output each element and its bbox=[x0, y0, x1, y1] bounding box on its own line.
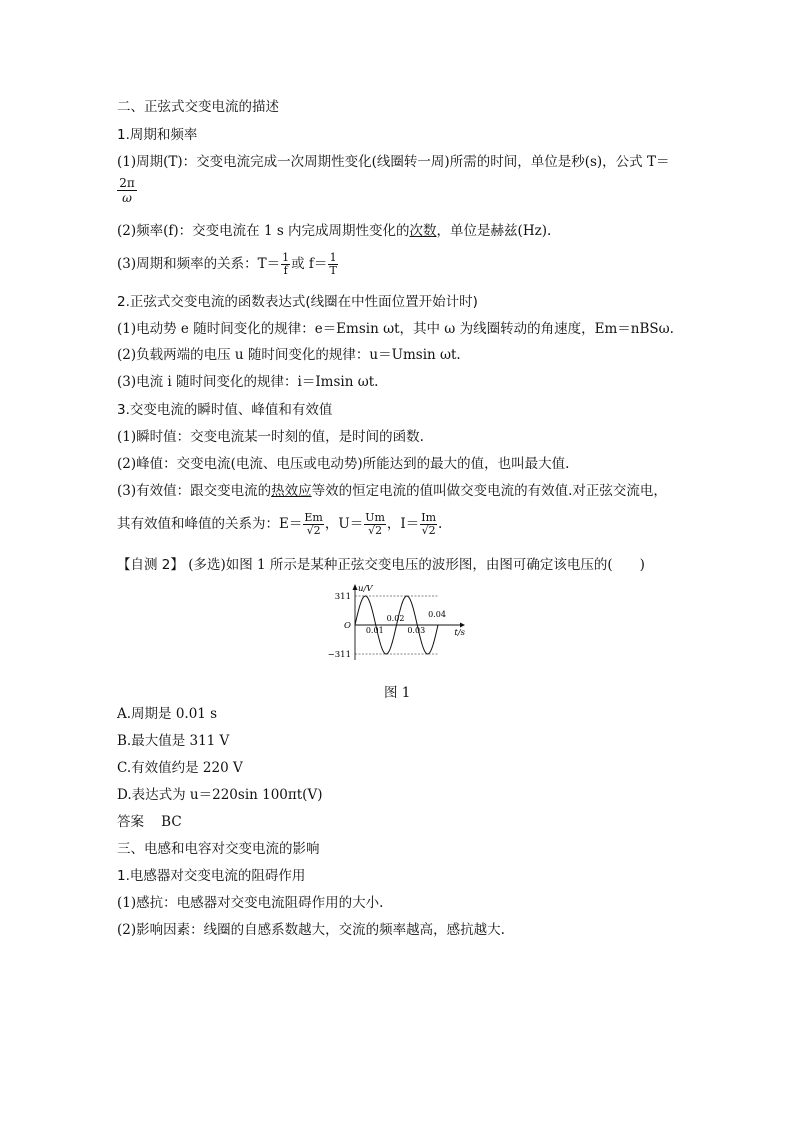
period-formula bbox=[117, 176, 137, 205]
figure-caption: 图 1 bbox=[384, 685, 411, 701]
text-span: ，单位是赫兹(Hz). bbox=[436, 223, 552, 239]
text-span: 或 f＝ bbox=[291, 256, 328, 272]
frac-num: Im bbox=[421, 511, 437, 524]
text-span: 其有效值和峰值的关系为：E＝ bbox=[117, 516, 303, 532]
fraction bbox=[420, 512, 437, 537]
paragraph-current: (3)电流 i 随时间变化的规律：i＝Imsin ωt. bbox=[117, 374, 379, 390]
quiz-stem-text: (多选)如图 1 所示是某种正弦交变电压的波形图，由图可确定该电压的( ) bbox=[188, 557, 645, 573]
answer-label: 答案 bbox=[117, 814, 144, 830]
paragraph-peak: (2)峰值：交变电流(电流、电压或电动势)所能达到的最大的值，也叫最大值. bbox=[117, 456, 570, 472]
paragraph-factors: (2)影响因素：线圈的自感系数越大，交流的频率越高，感抗越大. bbox=[117, 922, 505, 938]
answer-line bbox=[117, 813, 182, 831]
text-span: (2)频率(f)：交变电流在 1 s 内完成周期性变化的 bbox=[117, 223, 410, 239]
period-frac-den: ω bbox=[122, 191, 132, 205]
frac-num: 1 bbox=[329, 251, 337, 264]
y-tick-label: 311 bbox=[334, 592, 351, 602]
underlined-term: 次数 bbox=[409, 223, 437, 239]
paragraph-effective bbox=[117, 482, 667, 500]
frac-den: f bbox=[283, 264, 288, 277]
answer-value: BC bbox=[161, 814, 182, 830]
period-frac-num: 2π bbox=[117, 176, 137, 191]
paragraph-voltage: (2)负载两端的电压 u 随时间变化的规律：u＝Umsin ωt. bbox=[117, 347, 461, 363]
paragraph-frequency bbox=[117, 222, 551, 240]
x-tick-label: 0.02 bbox=[386, 614, 405, 623]
paragraph-period: (1)周期(T)：交变电流完成一次周期性变化(线圈转一周)所需的时间，单位是秒(s)，公式 T＝ bbox=[117, 154, 670, 170]
text-span: . bbox=[438, 516, 443, 532]
frac-den: √2 bbox=[306, 524, 321, 537]
frac-den: √2 bbox=[421, 524, 436, 537]
x-tick-label: 0.03 bbox=[407, 626, 426, 635]
fraction bbox=[281, 252, 290, 277]
subsection-title: 2.正弦式交变电流的函数表达式(线圈在中性面位置开始计时) bbox=[117, 294, 478, 310]
option-d: D.表达式为 u＝220sin 100πt(V) bbox=[117, 787, 323, 803]
subsection-title: 3.交变电流的瞬时值、峰值和有效值 bbox=[117, 402, 333, 418]
frac-den: T bbox=[329, 264, 337, 277]
x-tick-label: 0.04 bbox=[428, 610, 446, 619]
text-span: 等效的恒定电流的值叫做交变电流的有效值.对正弦交流电， bbox=[311, 483, 667, 499]
option-b: B.最大值是 311 V bbox=[117, 733, 230, 749]
y-axis-arrow bbox=[353, 584, 358, 590]
quiz-stem bbox=[117, 556, 645, 574]
option-c: C.有效值约是 220 V bbox=[117, 760, 243, 776]
x-axis-label: t/s bbox=[454, 628, 465, 638]
paragraph-emf: (1)电动势 e 随时间变化的规律：e＝Emsin ωt，其中 ω 为线圈转动的角速度，Em＝nBSω. bbox=[117, 321, 674, 337]
text-span: ，I＝ bbox=[386, 516, 420, 532]
text-span: (3)有效值：跟交变电流的 bbox=[117, 483, 272, 499]
underlined-term: 热效应 bbox=[271, 483, 312, 499]
x-tick-label: 0.01 bbox=[365, 626, 384, 635]
paragraph-relation bbox=[117, 252, 339, 277]
paragraph-instant: (1)瞬时值：交变电流某一时刻的值，是时间的函数. bbox=[117, 429, 424, 445]
frac-num: Em bbox=[304, 511, 323, 524]
frac-den: √2 bbox=[368, 524, 383, 537]
fraction bbox=[303, 512, 323, 537]
subsection-title: 1.周期和频率 bbox=[117, 127, 198, 143]
section-title: 三、电感和电容对交变电流的影响 bbox=[117, 841, 320, 857]
text-span: ，U＝ bbox=[324, 516, 364, 532]
frac-num: Um bbox=[365, 511, 385, 524]
fraction bbox=[364, 512, 386, 537]
frac-num: 1 bbox=[282, 251, 290, 264]
option-a: A.周期是 0.01 s bbox=[117, 706, 218, 722]
section-title: 二、正弦式交变电流的描述 bbox=[117, 99, 279, 115]
y-tick-label: −311 bbox=[327, 650, 351, 660]
x-axis-arrow bbox=[460, 623, 465, 628]
waveform-chart bbox=[325, 582, 475, 666]
quiz-tag: 【自测 2】 bbox=[117, 557, 184, 573]
paragraph-reactance: (1)感抗：电感器对交变电流阻碍作用的大小. bbox=[117, 895, 384, 911]
text-span: (3)周期和频率的关系：T＝ bbox=[117, 256, 281, 272]
origin-label: O bbox=[344, 621, 351, 631]
subsection-title: 1.电感器对交变电流的阻碍作用 bbox=[117, 868, 306, 884]
y-axis-label: u/V bbox=[358, 584, 373, 594]
fraction bbox=[328, 252, 337, 277]
paragraph-effective-relation bbox=[117, 512, 442, 537]
